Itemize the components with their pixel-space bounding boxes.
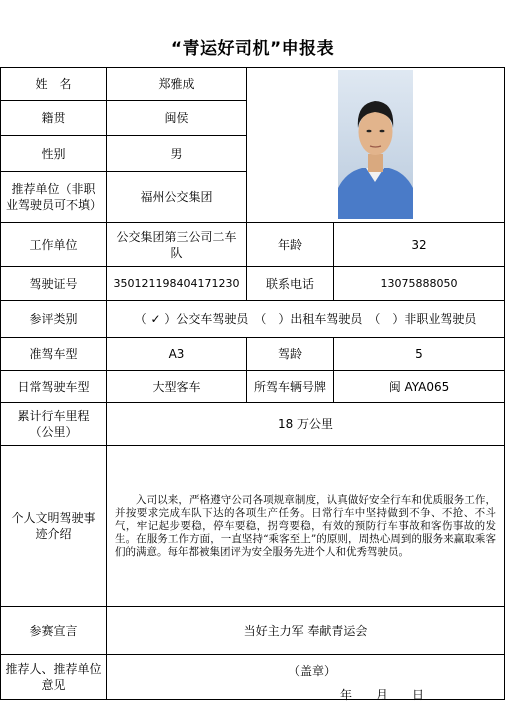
mileage-label: 累计行车里程（公里） bbox=[0, 402, 107, 446]
date-text: 年 月 日 bbox=[340, 688, 431, 702]
workplace-value: 公交集团第三公司二车队 bbox=[106, 222, 247, 267]
age-value: 32 bbox=[333, 222, 505, 267]
phone-label: 联系电话 bbox=[246, 266, 334, 301]
daily-vehicle-value: 大型客车 bbox=[106, 370, 247, 403]
intro-label: 个人文明驾驶事迹介绍 bbox=[0, 445, 107, 607]
category-label: 参评类别 bbox=[0, 300, 107, 338]
vehicle-class-label: 准驾车型 bbox=[0, 337, 107, 371]
declaration-label: 参赛宣言 bbox=[0, 606, 107, 655]
origin-value: 闽侯 bbox=[106, 100, 247, 136]
category-value: （ ✓ ）公交车驾驶员 （ ）出租车驾驶员 （ ）非职业驾驶员 bbox=[106, 300, 505, 338]
license-value: 350121198404171230 bbox=[106, 266, 247, 301]
intro-paragraph: 入司以来，严格遵守公司各项规章制度，认真做好安全行车和优质服务工作，并按要求完成车队下达的各项生产任务。日常行车中坚持做到不争、不抢、不斗气，牢记起步要稳，停车要稳，拐弯要稳，有效的预防行车事故和客伤事故的发生。在服务工作方面，一直坚持“乘客至上”的原则，周热心周到的服务来赢取乘客们的满意。每年都被集团评为安全服务先进个人和优秀驾驶员。 bbox=[115, 493, 496, 558]
plate-label: 所驾车辆号牌 bbox=[246, 370, 334, 403]
plate-value: 闽 AYA065 bbox=[333, 370, 505, 403]
phone-value: 13075888050 bbox=[333, 266, 505, 301]
vehicle-class-value: A3 bbox=[106, 337, 247, 371]
opinion-label: 推荐人、推荐单位意见 bbox=[0, 654, 107, 700]
age-label: 年龄 bbox=[246, 222, 334, 267]
origin-label: 籍贯 bbox=[0, 100, 107, 136]
recommender-label: 推荐单位（非职业驾驶员可不填） bbox=[0, 171, 107, 223]
daily-vehicle-label: 日常驾驶车型 bbox=[0, 370, 107, 403]
workplace-label: 工作单位 bbox=[0, 222, 107, 267]
portrait-photo bbox=[338, 70, 413, 219]
license-label: 驾驶证号 bbox=[0, 266, 107, 301]
name-label: 姓 名 bbox=[0, 67, 107, 101]
seal-text: （盖章） bbox=[288, 664, 337, 678]
name-value: 郑雅成 bbox=[106, 67, 247, 101]
declaration-value: 当好主力军 奉献青运会 bbox=[106, 606, 505, 655]
driving-years-label: 驾龄 bbox=[246, 337, 334, 371]
gender-label: 性别 bbox=[0, 135, 107, 172]
intro-text bbox=[106, 445, 505, 607]
driving-years-value: 5 bbox=[333, 337, 505, 371]
portrait-icon bbox=[338, 70, 413, 219]
form-title: “青运好司机”申报表 bbox=[170, 39, 335, 59]
gender-value: 男 bbox=[106, 135, 247, 172]
mileage-value: 18 万公里 bbox=[106, 402, 505, 446]
recommender-value: 福州公交集团 bbox=[106, 171, 247, 223]
